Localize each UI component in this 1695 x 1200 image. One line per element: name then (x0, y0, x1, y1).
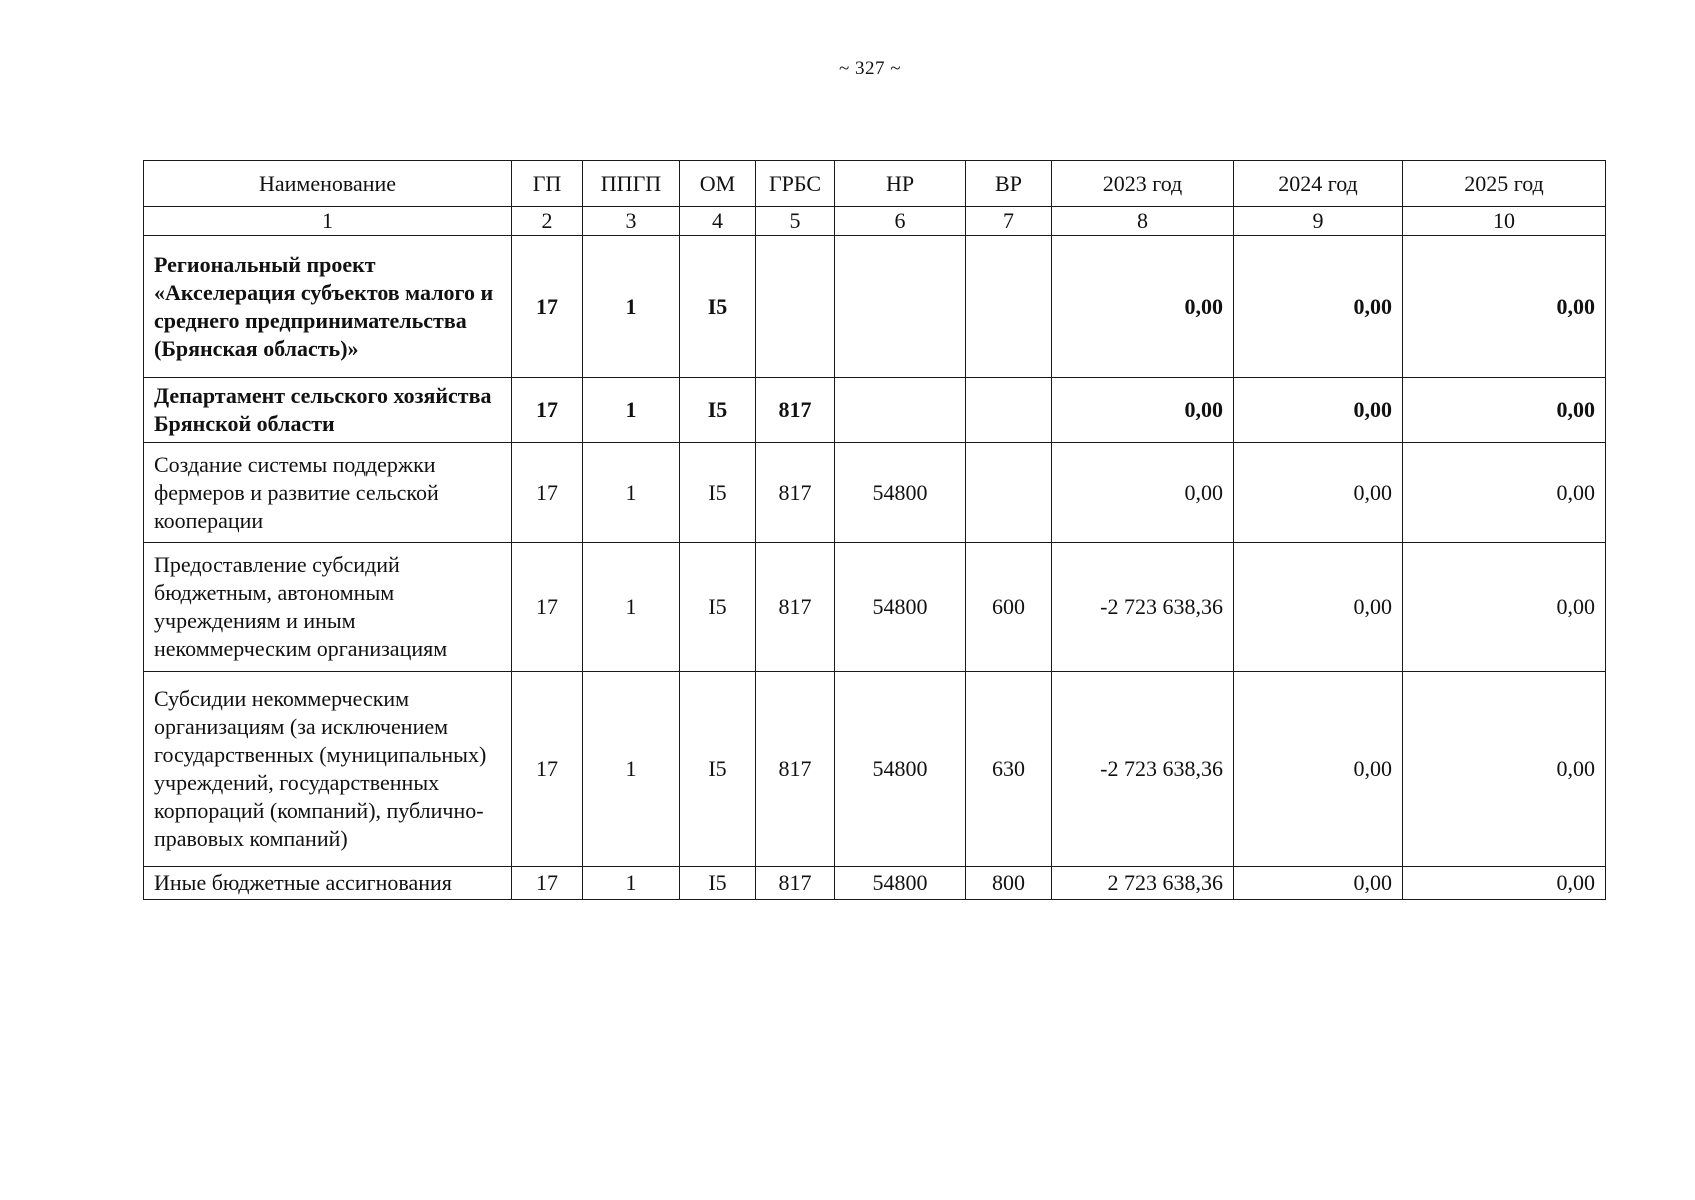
cell-ppgp: 1 (583, 378, 680, 443)
cell-grbs: 817 (756, 672, 835, 867)
cell-2023: -2 723 638,36 (1052, 543, 1234, 672)
cell-grbs (756, 236, 835, 378)
cell-2024: 0,00 (1234, 543, 1403, 672)
cell-nr: 54800 (835, 867, 966, 900)
cell-om: I5 (680, 236, 756, 378)
cell-ppgp: 1 (583, 236, 680, 378)
cell-nr: 54800 (835, 443, 966, 543)
cell-2025: 0,00 (1403, 867, 1606, 900)
row-name: Департамент сельского хозяйства Брянской области (144, 378, 512, 443)
table-row (144, 672, 1606, 867)
cell-nr (835, 378, 966, 443)
cell-2025: 0,00 (1403, 236, 1606, 378)
cell-2025: 0,00 (1403, 543, 1606, 672)
table-row (144, 543, 1606, 672)
cell-vr: 800 (966, 867, 1052, 900)
column-number: 1 (144, 207, 512, 236)
cell-2024: 0,00 (1234, 867, 1403, 900)
header-name: Наименование (144, 161, 512, 207)
cell-om: I5 (680, 672, 756, 867)
cell-gp: 17 (512, 672, 583, 867)
page-number: ~ 327 ~ (838, 58, 902, 79)
cell-2024: 0,00 (1234, 378, 1403, 443)
column-number: 3 (583, 207, 680, 236)
header-2024: 2024 год (1234, 161, 1403, 207)
table-row (144, 443, 1606, 543)
column-number: 6 (835, 207, 966, 236)
cell-vr (966, 236, 1052, 378)
cell-2025: 0,00 (1403, 443, 1606, 543)
cell-nr: 54800 (835, 543, 966, 672)
header-vr: ВР (966, 161, 1052, 207)
header-row (144, 161, 1606, 207)
column-number: 9 (1234, 207, 1403, 236)
table-row (144, 236, 1606, 378)
table-row (144, 378, 1606, 443)
cell-2024: 0,00 (1234, 672, 1403, 867)
column-number: 5 (756, 207, 835, 236)
cell-om: I5 (680, 543, 756, 672)
cell-2025: 0,00 (1403, 378, 1606, 443)
header-grbs: ГРБС (756, 161, 835, 207)
column-number: 8 (1052, 207, 1234, 236)
cell-vr: 600 (966, 543, 1052, 672)
header-nr: НР (835, 161, 966, 207)
cell-om: I5 (680, 443, 756, 543)
cell-ppgp: 1 (583, 543, 680, 672)
cell-gp: 17 (512, 443, 583, 543)
table-row (144, 867, 1606, 900)
cell-2023: -2 723 638,36 (1052, 672, 1234, 867)
cell-gp: 17 (512, 378, 583, 443)
header-gp: ГП (512, 161, 583, 207)
column-number: 4 (680, 207, 756, 236)
header-2025: 2025 год (1403, 161, 1606, 207)
row-name: Создание системы поддержки фермеров и развитие сельской кооперации (144, 443, 512, 543)
budget-table (143, 160, 1606, 900)
cell-vr (966, 378, 1052, 443)
cell-gp: 17 (512, 543, 583, 672)
cell-vr (966, 443, 1052, 543)
cell-nr: 54800 (835, 672, 966, 867)
cell-ppgp: 1 (583, 672, 680, 867)
column-number: 10 (1403, 207, 1606, 236)
row-name: Иные бюджетные ассигнования (144, 867, 512, 900)
header-ppgp: ППГП (583, 161, 680, 207)
cell-2023: 0,00 (1052, 443, 1234, 543)
cell-ppgp: 1 (583, 867, 680, 900)
column-number-row (144, 207, 1606, 236)
cell-om: I5 (680, 378, 756, 443)
header-2023: 2023 год (1052, 161, 1234, 207)
cell-2023: 2 723 638,36 (1052, 867, 1234, 900)
cell-om: I5 (680, 867, 756, 900)
cell-grbs: 817 (756, 378, 835, 443)
cell-grbs: 817 (756, 543, 835, 672)
row-name: Предоставление субсидий бюджетным, автономным учреждениям и иным некоммерческим организациям (144, 543, 512, 672)
header-om: ОМ (680, 161, 756, 207)
row-name: Региональный проект «Акселерация субъектов малого и среднего предпринимательства (Брянская область)» (144, 236, 512, 378)
cell-nr (835, 236, 966, 378)
cell-gp: 17 (512, 236, 583, 378)
column-number: 7 (966, 207, 1052, 236)
cell-2024: 0,00 (1234, 236, 1403, 378)
row-name: Субсидии некоммерческим организациям (за исключением государственных (муниципальных) учреждений, государственных корпораций (компаний), публично-правовых компаний) (144, 672, 512, 867)
column-number: 2 (512, 207, 583, 236)
cell-2023: 0,00 (1052, 236, 1234, 378)
cell-grbs: 817 (756, 443, 835, 543)
cell-vr: 630 (966, 672, 1052, 867)
cell-2024: 0,00 (1234, 443, 1403, 543)
cell-2023: 0,00 (1052, 378, 1234, 443)
cell-ppgp: 1 (583, 443, 680, 543)
cell-2025: 0,00 (1403, 672, 1606, 867)
cell-gp: 17 (512, 867, 583, 900)
cell-grbs: 817 (756, 867, 835, 900)
